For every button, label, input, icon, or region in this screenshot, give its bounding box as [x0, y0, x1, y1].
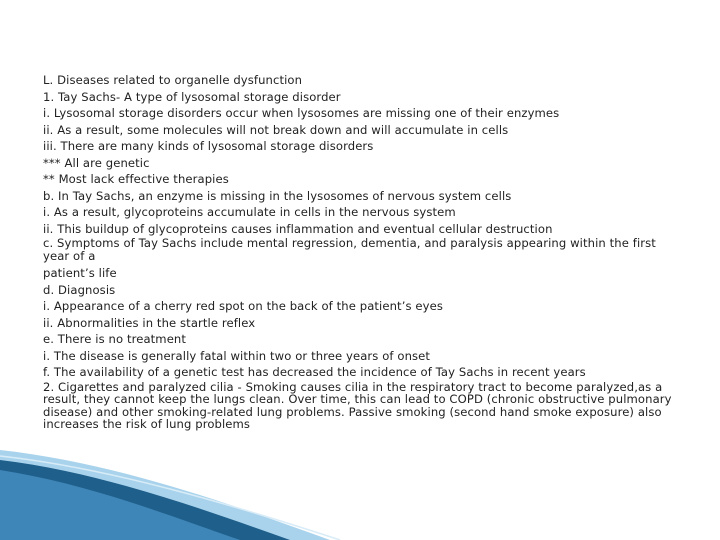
text-line: ii. Abnormalities in the startle reflex: [43, 315, 256, 330]
text-line: i. The disease is generally fatal within two or three years of onset: [43, 348, 431, 363]
text-line: d. Diagnosis: [43, 282, 116, 297]
text-line: c. Symptoms of Tay Sachs include mental regression, dementia, and paralysis appearing within the first year of a: [43, 236, 656, 263]
text-line: e. There is no treatment: [43, 332, 187, 346]
text-line: i. As a result, glycoproteins accumulate in cells in the nervous system: [43, 205, 456, 219]
text-line: i. Lysosomal storage disorders occur when lysosomes are missing one of their enzymes: [43, 106, 560, 120]
text-line: *** All are genetic: [43, 155, 150, 170]
text-line: iii. There are many kinds of lysosomal storage disorders: [43, 139, 374, 153]
text-line: patient’s life: [43, 266, 117, 280]
text-line: f. The availability of a genetic test has decreased the incidence of Tay Sachs in recent years: [43, 365, 586, 379]
text-line: b. In Tay Sachs, an enzyme is missing in the lysosomes of nervous system cells: [43, 188, 512, 203]
text-line: 1. Tay Sachs- A type of lysosomal storage disorder: [43, 89, 341, 104]
text-line: L. Diseases related to organelle dysfunction: [43, 73, 303, 87]
text-line: ** Most lack effective therapies: [43, 172, 229, 186]
decorative-wave-graphic: [0, 440, 720, 540]
slide-body-text: [43, 72, 675, 431]
text-line: ii. As a result, some molecules will not break down and will accumulate in cells: [43, 122, 509, 137]
text-line: i. Appearance of a cherry red spot on the back of the patient’s eyes: [43, 299, 443, 313]
text-line: ii. This buildup of glycoproteins causes inflammation and eventual cellular destruction: [43, 221, 553, 236]
text-line: 2. Cigarettes and paralyzed cilia - Smoking causes cilia in the respiratory tract to become paralyzed,as a result, they cannot keep the lungs clean. Over time, this can lead to COPD (chronic obstructive pulmonary disease) and other smoking-related lung problems. Passive smoking (second hand smoke exposure) also increases the risk of lung problems: [43, 379, 672, 431]
